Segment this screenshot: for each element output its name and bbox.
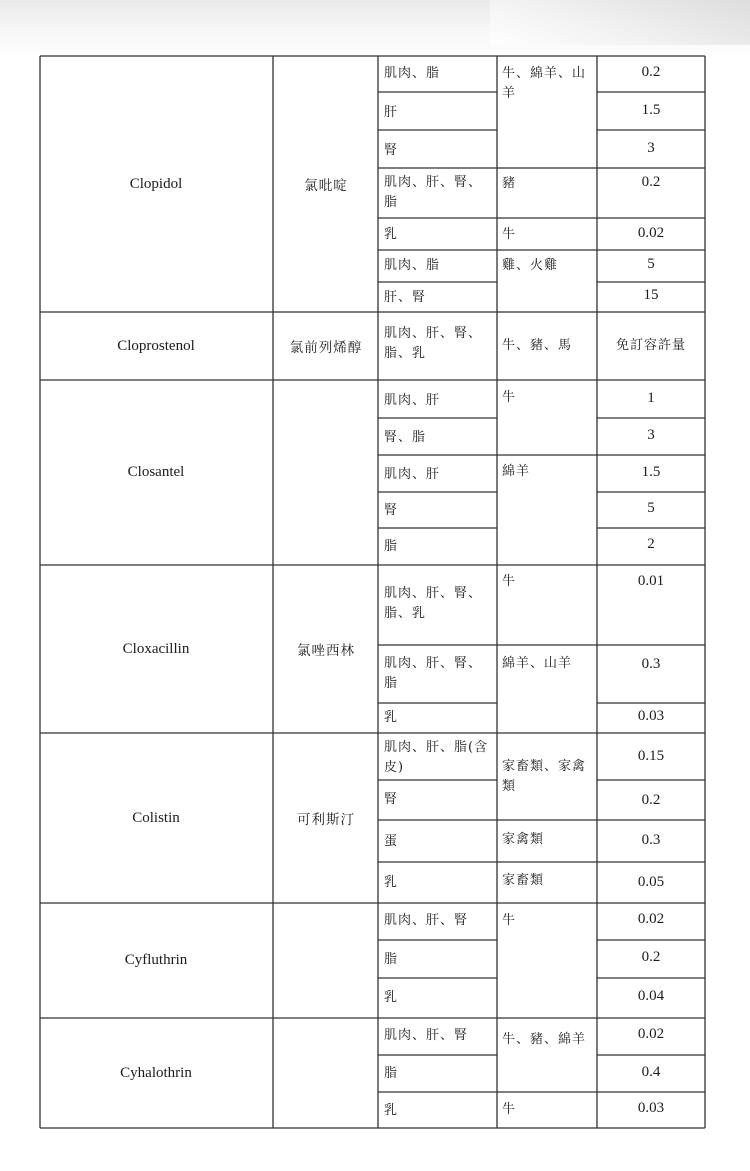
limit-cell: 0.2 (641, 174, 661, 190)
tissue-cell: 肌肉、肝、腎 (384, 1028, 469, 1043)
tissue-cell: 肌肉、肝 (384, 393, 441, 408)
tissue-cell: 肌肉、肝、腎、脂 (384, 175, 483, 210)
animal-cell: 牛 (502, 1102, 517, 1117)
tissue-cell: 肌肉、肝 (384, 467, 441, 482)
tissue-cell: 乳 (384, 227, 399, 242)
limit-cell: 0.03 (637, 708, 665, 724)
limit-cell: 0.15 (637, 748, 665, 764)
limit-cell: 0.2 (641, 792, 661, 808)
animal-cell: 牛、豬、綿羊 (502, 1032, 587, 1047)
limit-cell: 0.4 (641, 1064, 661, 1080)
animal-cell: 雞、火雞 (502, 258, 559, 273)
limit-cell: 0.2 (641, 949, 661, 965)
limit-cell: 2 (647, 536, 655, 552)
animal-cell: 牛 (502, 913, 517, 928)
limit-cell: 0.04 (637, 988, 665, 1004)
tissue-cell: 肌肉、脂 (384, 66, 441, 81)
drug-name: Cloxacillin (122, 640, 190, 657)
limit-cell: 0.01 (637, 573, 665, 589)
tissue-cell: 脂 (384, 1066, 399, 1081)
tissue-cell: 脂 (384, 952, 399, 967)
tissue-cell: 腎 (384, 143, 399, 158)
limit-cell: 15 (643, 287, 659, 303)
tissue-cell: 肌肉、肝、腎 (384, 913, 469, 928)
limit-cell: 1 (647, 390, 655, 406)
animal-cell: 牛、綿羊、山羊 (502, 66, 587, 101)
drug-name: Cyhalothrin (120, 1064, 192, 1081)
chinese-name: 氯唑西林 (297, 643, 355, 659)
limit-cell: 免訂容許量 (615, 338, 686, 353)
tissue-cell: 肌肉、肝、腎、脂 (384, 656, 483, 691)
chinese-name (274, 903, 378, 1018)
chinese-name: 氯吡啶 (304, 178, 348, 194)
animal-cell: 綿羊、山羊 (502, 656, 573, 671)
animal-cell: 牛、豬、馬 (502, 338, 573, 353)
limit-cell: 5 (647, 500, 655, 516)
tissue-cell: 肌肉、肝、脂(含皮) (384, 740, 489, 775)
tissue-cell: 肌肉、脂 (384, 258, 441, 273)
tissue-cell: 肝 (384, 105, 399, 120)
limit-cell: 5 (647, 256, 655, 272)
animal-cell: 牛 (502, 390, 517, 405)
tissue-cell: 乳 (384, 990, 399, 1005)
tissue-cell: 乳 (384, 875, 399, 890)
limit-cell: 0.3 (641, 656, 661, 672)
tissue-cell: 肝、腎 (384, 290, 427, 305)
limit-cell: 3 (647, 427, 655, 443)
chinese-name (274, 380, 378, 565)
animal-cell: 牛 (502, 227, 517, 242)
drug-name: Cyfluthrin (124, 952, 188, 968)
tissue-cell: 肌肉、肝、腎、脂、乳 (384, 586, 483, 621)
tissue-cell: 腎、脂 (384, 430, 427, 445)
limit-cell: 3 (647, 140, 655, 156)
animal-cell: 牛 (502, 574, 517, 589)
limit-cell: 0.03 (637, 1100, 665, 1116)
tissue-cell: 腎 (384, 792, 399, 807)
tissue-cell: 腎 (384, 503, 399, 518)
chinese-name: 氯前列烯醇 (289, 340, 363, 356)
limit-cell: 0.05 (637, 874, 665, 890)
limit-cell: 0.02 (637, 911, 665, 927)
limit-cell: 0.02 (637, 1026, 665, 1042)
drug-name: Closantel (127, 464, 185, 480)
animal-cell: 家禽類 (502, 832, 545, 847)
limit-cell: 0.3 (641, 832, 661, 848)
tissue-cell: 乳 (384, 710, 399, 725)
animal-cell: 綿羊 (502, 464, 531, 479)
limit-cell: 0.02 (637, 225, 665, 241)
drug-name: Cloprostenol (117, 337, 195, 354)
drug-name: Clopidol (129, 175, 183, 192)
chinese-name: 可利斯汀 (297, 812, 355, 828)
tissue-cell: 乳 (384, 1103, 399, 1118)
tissue-cell: 肌肉、肝、腎、脂、乳 (384, 326, 483, 361)
animal-cell: 家畜類 (502, 873, 545, 888)
limit-cell: 0.2 (641, 64, 661, 80)
limit-cell: 1.5 (641, 102, 661, 118)
tissue-cell: 脂 (384, 539, 399, 554)
animal-cell: 豬 (502, 176, 517, 191)
limit-cell: 1.5 (641, 464, 661, 480)
animal-cell: 家畜類、家禽類 (502, 759, 587, 794)
chinese-name (274, 1018, 378, 1128)
drug-name: Colistin (132, 809, 180, 826)
tissue-cell: 蛋 (384, 834, 399, 849)
